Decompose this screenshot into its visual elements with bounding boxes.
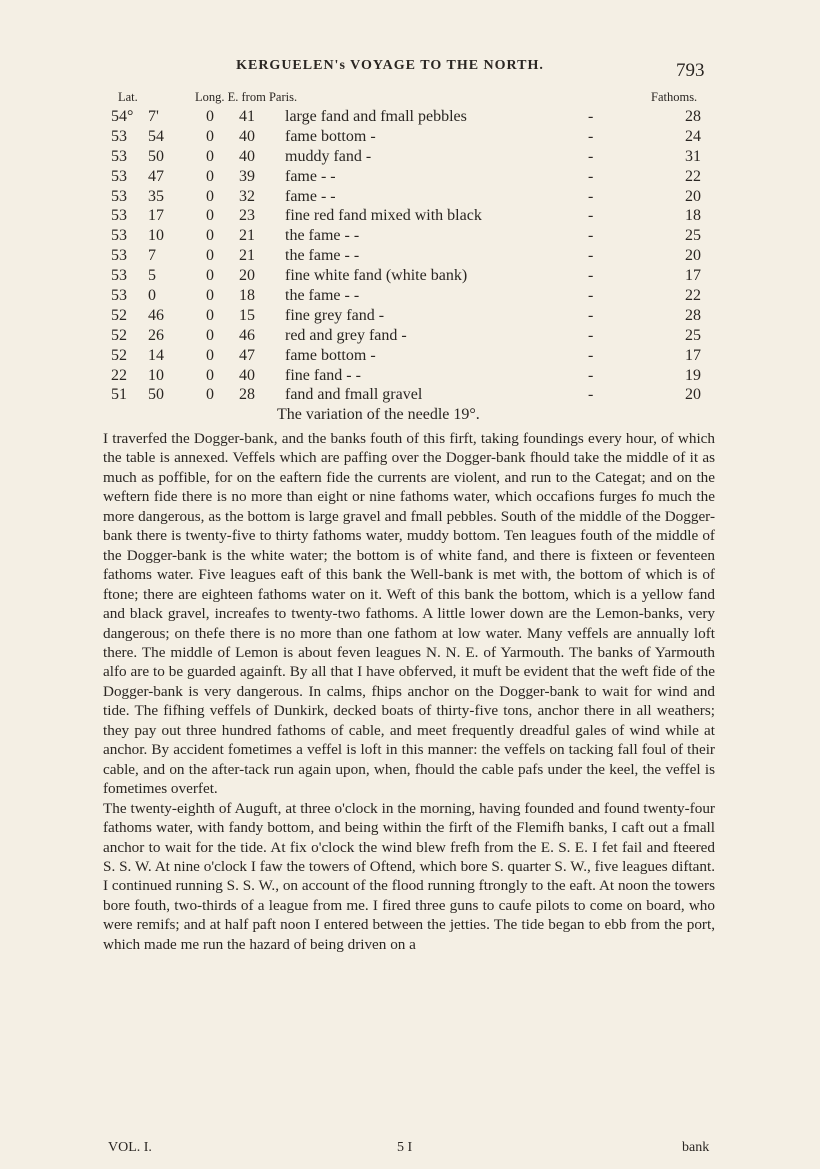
- lat-degrees: 52: [111, 346, 127, 364]
- long-minutes: 40: [239, 147, 255, 165]
- leader-dash: -: [588, 306, 594, 324]
- long-degrees: 0: [206, 267, 214, 285]
- fathoms-value: 18: [685, 207, 701, 225]
- long-minutes: 40: [239, 127, 255, 145]
- bottom-description: large fand and fmall pebbles: [285, 108, 467, 125]
- fathoms-value: 20: [685, 386, 701, 404]
- lat-degrees: 51: [111, 386, 127, 404]
- long-degrees: 0: [206, 227, 214, 245]
- lat-degrees: 52: [111, 326, 127, 344]
- long-minutes: 40: [239, 366, 255, 384]
- table-row: [0, 206, 820, 226]
- soundings-table: [0, 107, 820, 405]
- catchword: bank: [682, 1140, 710, 1155]
- lat-minutes: 47: [148, 167, 164, 185]
- signature-mark: 5 I: [397, 1140, 413, 1155]
- bottom-description: fine grey fand -: [285, 306, 385, 324]
- lat-minutes: 50: [148, 147, 164, 165]
- lat-minutes: 0: [148, 287, 156, 305]
- fathoms-value: 24: [685, 127, 701, 145]
- lat-degrees: 22: [111, 366, 127, 384]
- table-row: [0, 286, 820, 306]
- long-degrees: 0: [206, 287, 214, 305]
- lat-minutes: 35: [148, 187, 164, 205]
- long-degrees: 0: [206, 127, 214, 145]
- running-title: KERGUELEN's VOYAGE TO THE NORTH.: [236, 58, 544, 73]
- bottom-description: muddy fand -: [285, 147, 372, 165]
- table-row: [0, 385, 820, 405]
- table-row: [0, 346, 820, 366]
- fathoms-value: 25: [685, 227, 701, 245]
- page-number: 793: [676, 60, 705, 81]
- long-minutes: 18: [239, 287, 255, 305]
- lat-minutes: 7': [148, 108, 159, 125]
- fathoms-value: 25: [685, 326, 701, 344]
- fathoms-value: 20: [685, 247, 701, 265]
- paragraph-dogger-bank: I traverfed the Dogger-bank, and the banks fouth of this firft, taking foundings every hour, of which the table is annexed. Veffels which are paffing over the Dogger-bank fhould take the middle of it as much as poffible, for on the eaftern fide the currents are violent, and run to the Categat; and on the weftern fide there is no more than eight or nine fathoms water, which occafions furges fo much the more dangerous, as the bottom is large gravel and fmall pebbles. South of the middle of the Dogger-bank there is twenty-five to thirty fathoms water, muddy bottom. Ten leagues fouth of the middle of the Dogger-bank is the white water; the bottom is of white fand, and there is fixteen or feventeen fathoms water. Five leagues eaft of this bank the Well-bank is met with, the bottom of which is of ftone; there are eighteen fathoms water on it. Weft of this bank the bottom, which is a yellow fand and black gravel, increafes to twenty-two fathoms. A little lower down are the Lemon-banks, very dangerous; on thefe there is no more than one fathom at low water. Many veffels are annually loft there. The middle of Lemon is about feven leagues N. N. E. of Yarmouth. The banks of Yarmouth alfo are to be guarded againft. By all that I have obferved, it muft be evident that the weft fide of the Dogger-bank is very dangerous. In calms, fhips anchor on the Dogger-bank to wait for wind and tide. The fifhing veffels of Dunkirk, decked boats of thirty-five tons, anchor there in all weathers; they pay out three hundred fathoms of cable, and meet frequently dreadful gales of wind while at anchor. By accident fometimes a veffel is loft in this manner: the veffels on tacking fall foul of their cable, and on the after-tack run again upon, when, fhould the cable pafs under the keel, the veffel is fometimes overfet.: [103, 430, 715, 798]
- leader-dash: -: [588, 108, 594, 125]
- long-minutes: 23: [239, 207, 255, 225]
- volume-mark: VOL. I.: [108, 1140, 152, 1155]
- lat-minutes: 5: [148, 267, 156, 285]
- lat-degrees: 53: [111, 207, 127, 225]
- long-minutes: 39: [239, 167, 255, 185]
- bottom-description: fand and fmall gravel: [285, 386, 423, 404]
- long-minutes: 21: [239, 247, 255, 265]
- table-row: [0, 326, 820, 346]
- leader-dash: -: [588, 386, 594, 404]
- fathoms-value: 17: [685, 267, 701, 285]
- table-row: [0, 187, 820, 207]
- lat-minutes: 46: [148, 306, 164, 324]
- fathoms-value: 17: [685, 346, 701, 364]
- long-degrees: 0: [206, 306, 214, 324]
- lat-degrees: 53: [111, 167, 127, 185]
- long-degrees: 0: [206, 346, 214, 364]
- bottom-description: fame - -: [285, 167, 336, 185]
- needle-variation: The variation of the needle 19°.: [277, 406, 480, 423]
- bottom-description: red and grey fand -: [285, 326, 407, 344]
- table-row: [0, 266, 820, 286]
- lat-degrees: 53: [111, 247, 127, 265]
- bottom-description: fine fand - -: [285, 366, 361, 384]
- lat-minutes: 7: [148, 247, 156, 265]
- long-degrees: 0: [206, 326, 214, 344]
- leader-dash: -: [588, 147, 594, 165]
- leader-dash: -: [588, 366, 594, 384]
- bottom-description: fame - -: [285, 187, 336, 205]
- fathoms-value: 19: [685, 366, 701, 384]
- long-minutes: 46: [239, 326, 255, 344]
- bottom-description: the fame - -: [285, 247, 360, 265]
- long-minutes: 15: [239, 306, 255, 324]
- leader-dash: -: [588, 346, 594, 364]
- bottom-description: the fame - -: [285, 227, 360, 245]
- table-row: [0, 107, 820, 127]
- leader-dash: -: [588, 227, 594, 245]
- header-long: Long. E. from Paris.: [195, 90, 298, 104]
- lat-minutes: 14: [148, 346, 164, 364]
- fathoms-value: 28: [685, 108, 701, 125]
- leader-dash: -: [588, 127, 594, 145]
- long-degrees: 0: [206, 187, 214, 205]
- table-row: [0, 366, 820, 386]
- leader-dash: -: [588, 326, 594, 344]
- lat-minutes: 17: [148, 207, 164, 225]
- bottom-description: fame bottom -: [285, 346, 376, 364]
- leader-dash: -: [588, 267, 594, 285]
- fathoms-value: 20: [685, 187, 701, 205]
- lat-minutes: 10: [148, 366, 164, 384]
- leader-dash: -: [588, 207, 594, 225]
- lat-degrees: 53: [111, 267, 127, 285]
- table-row: [0, 246, 820, 266]
- long-minutes: 20: [239, 267, 255, 285]
- fathoms-value: 22: [685, 167, 701, 185]
- long-degrees: 0: [206, 207, 214, 225]
- long-degrees: 0: [206, 386, 214, 404]
- lat-minutes: 26: [148, 326, 164, 344]
- leader-dash: -: [588, 187, 594, 205]
- body-text: [103, 429, 715, 954]
- header-fathoms: Fathoms.: [651, 90, 698, 104]
- long-degrees: 0: [206, 366, 214, 384]
- lat-degrees: 53: [111, 147, 127, 165]
- leader-dash: -: [588, 167, 594, 185]
- lat-minutes: 54: [148, 127, 164, 145]
- lat-degrees: 53: [111, 227, 127, 245]
- header-lat: Lat.: [118, 90, 138, 104]
- lat-minutes: 10: [148, 227, 164, 245]
- lat-degrees: 53: [111, 127, 127, 145]
- long-degrees: 0: [206, 247, 214, 265]
- table-row: [0, 147, 820, 167]
- table-row: [0, 167, 820, 187]
- long-minutes: 47: [239, 346, 255, 364]
- fathoms-value: 28: [685, 306, 701, 324]
- long-degrees: 0: [206, 108, 214, 125]
- long-degrees: 0: [206, 167, 214, 185]
- fathoms-value: 22: [685, 287, 701, 305]
- page-footer: [0, 1140, 820, 1160]
- table-row: [0, 127, 820, 147]
- leader-dash: -: [588, 287, 594, 305]
- lat-degrees: 53: [111, 187, 127, 205]
- paragraph-august: The twenty-eighth of Auguft, at three o'clock in the morning, having founded and found twenty-four fathoms water, with fandy bottom, and being within the firft of the Flemifh banks, I caft out a fmall anchor to wait for the tide. At fix o'clock the wind blew frefh from the E. S. E. I fet fail and fteered S. S. W. At nine o'clock I faw the towers of Oftend, which bore S. quarter S. W., five leagues diftant. I continued running S. S. W., on account of the flood running ftrongly to the eaft. At noon the towers bore fouth, two-thirds of a league from me. I fired three guns to caufe pilots to come on board, who were remifs; and at half paft noon I entered between the jetties. The tide began to ebb from the port, which made me run the hazard of being driven on a: [103, 799, 715, 953]
- bottom-description: fine white fand (white bank): [285, 267, 468, 285]
- bottom-description: the fame - -: [285, 287, 360, 305]
- lat-degrees: 53: [111, 287, 127, 305]
- long-minutes: 32: [239, 187, 255, 205]
- long-degrees: 0: [206, 147, 214, 165]
- table-column-headers: [0, 90, 820, 108]
- table-row: [0, 306, 820, 326]
- long-minutes: 41: [239, 108, 255, 125]
- bottom-description: fine red fand mixed with black: [285, 207, 482, 225]
- bottom-description: fame bottom -: [285, 127, 376, 145]
- fathoms-value: 31: [685, 147, 701, 165]
- lat-minutes: 50: [148, 386, 164, 404]
- long-minutes: 21: [239, 227, 255, 245]
- long-minutes: 28: [239, 386, 255, 404]
- lat-degrees: 52: [111, 306, 127, 324]
- leader-dash: -: [588, 247, 594, 265]
- lat-degrees: 54°: [111, 108, 134, 125]
- table-row: [0, 226, 820, 246]
